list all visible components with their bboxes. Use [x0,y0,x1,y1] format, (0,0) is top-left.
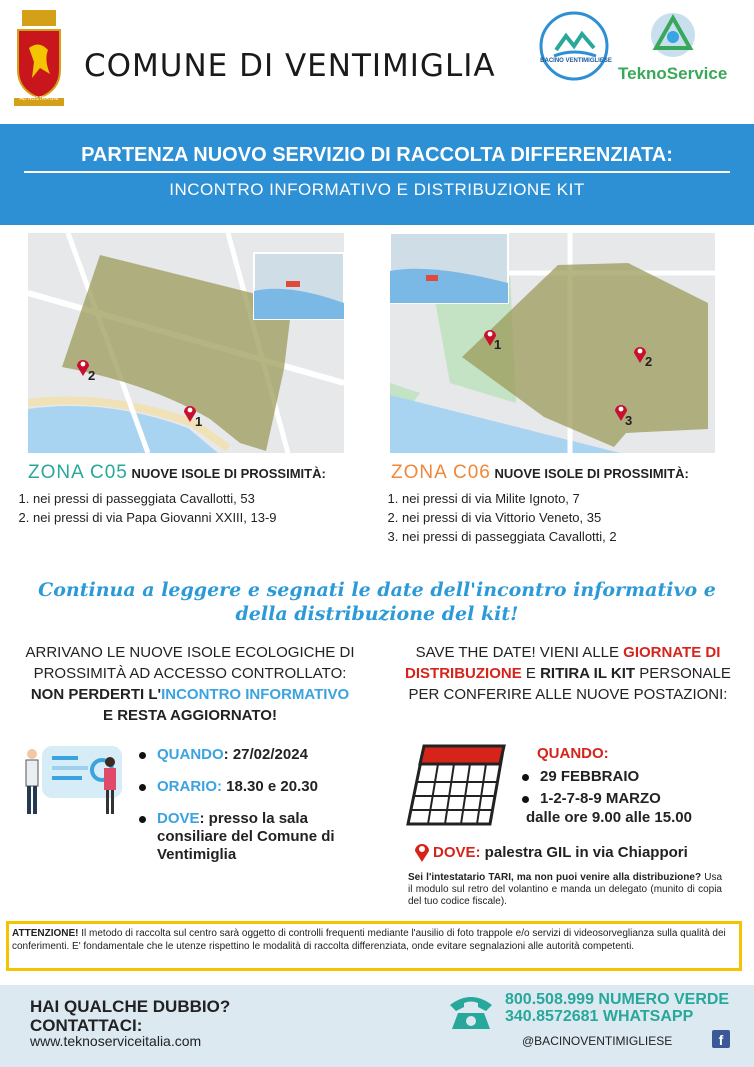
distribution-when-label: QUANDO: [537,745,609,762]
delegate-note [408,872,722,908]
meeting-intro-line-2: PROSSIMITÀ AD ACCESSO CONTROLLATO: [33,665,347,682]
list-item: 3. nei pressi di passeggiata Cavallotti, 2 [402,527,752,546]
zone-c05-list [1,489,373,527]
meeting-where-value: : presso la sala consiliare del Comune di Ventimiglia [157,810,335,863]
toll-free-number[interactable]: 800.508.999 NUMERO VERDE [505,991,730,1008]
map-marker-label: 1 [195,414,203,429]
distribution-dates [520,768,740,812]
whatsapp-number[interactable]: 340.8572681 WHATSAPP [505,1008,694,1025]
distribution-intro-text: E [521,665,541,682]
list-item: 1. nei pressi di via Milite Ignoto, 7 [402,489,752,508]
map-zone-c06 [390,233,715,453]
facebook-icon[interactable]: f [712,1030,730,1048]
meeting-intro-text: NON PERDERTI L' [30,686,162,703]
presentation-illustration [18,740,130,820]
phone-icon [446,991,496,1036]
meeting-details [137,746,367,878]
map-marker-label: 2 [645,354,653,369]
list-item: 2. nei pressi di via Papa Giovanni XXIII, 13-9 [33,508,373,527]
zone-c06-heading [391,462,689,484]
distribution-date: 1-2-7-8-9 MARZO [520,790,740,808]
meeting-where-label: DOVE [157,810,200,827]
attention-box [6,921,742,971]
reminder-line-1: Continua a leggere e segnati le date dell'incontro informativo e [38,579,716,601]
zone-c06-list [370,489,752,546]
list-item: 1. nei pressi di passeggiata Cavallotti, 53 [33,489,373,508]
map-marker-label: 2 [88,368,96,383]
website-link[interactable]: www.teknoserviceitalia.com [30,1033,202,1049]
map-marker-label: 3 [625,413,633,428]
distribution-intro-text: SAVE THE DATE! VIENI ALLE [415,644,624,661]
map-marker-label: 1 [494,337,502,352]
footer [0,985,754,1067]
list-item: 2. nei pressi di via Vittorio Veneto, 35 [402,508,752,527]
zone-c06-label: NUOVE ISOLE DI PROSSIMITÀ: [494,466,689,481]
meeting-when [137,746,367,764]
meeting-intro-line-3 [10,684,370,705]
meeting-highlight: INCONTRO INFORMATIVO [161,686,350,703]
distribution-intro [388,642,748,705]
banner-subtitle: INCONTRO INFORMATIVO E DISTRIBUZIONE KIT [169,180,585,199]
contact-question: HAI QUALCHE DUBBIO? [30,997,231,1016]
location-pin-icon [414,842,430,867]
meeting-time-label: ORARIO: [157,778,222,795]
zone-c05-label: NUOVE ISOLE DI PROSSIMITÀ: [131,466,326,481]
zone-c05-heading [28,462,326,484]
header-banner [0,124,754,225]
teknoservice-logo [648,10,698,60]
distribution-where-value: palestra GIL in via Chiappori [480,844,688,861]
distribution-intro-text: PERSONALE [635,665,731,682]
distribution-hours: dalle ore 9.00 alle 15.00 [526,809,692,826]
teknoservice-logo-text: TeknoService [618,64,728,83]
bacino-logo-text: BACINO VENTIMIGLIESE [540,58,612,64]
kit-highlight: RITIRA IL KIT [540,665,636,682]
delegate-note-bold: Sei l'intestatario TARI, ma non puoi venire alla distribuzione? [408,872,702,883]
page-title: COMUNE DI VENTIMIGLIA [84,48,496,84]
meeting-time-value: 18.30 e 20.30 [222,778,318,795]
distribution-highlight: GIORNATE DI [623,644,721,661]
distribution-intro-line-3: PER CONFERIRE ALLE NUOVE POSTAZIONI: [408,686,728,703]
reminder-text [0,578,754,626]
crest-motto: AD NOSTRA UNI [19,96,59,102]
distribution-intro-line-1 [388,642,748,663]
meeting-when-label: QUANDO [157,746,224,763]
zone-c05-code: ZONA C05 [28,462,128,483]
attention-label: ATTENZIONE! [12,928,79,939]
meeting-intro [10,642,370,726]
banner-underline [24,171,730,173]
distribution-date: 29 FEBBRAIO [520,768,740,786]
meeting-time [137,778,367,796]
calendar-icon [398,742,508,828]
distribution-intro-line-2 [388,663,748,684]
attention-text: Il metodo di raccolta sul centro sarà oggetto di controlli frequenti mediante l'ausilio di foto trappole e/o servizi di videosorveglianza sulla qualità dei conferimenti. E' fondamentale che le utenze rispettino le modalità di raccolta differenziata, onde evitare segnalazioni alle autorità competenti. [12,928,726,952]
meeting-intro-line-1: ARRIVANO LE NUOVE ISOLE ECOLOGICHE DI [25,644,355,661]
social-handle[interactable]: @BACINOVENTIMIGLIESE [522,1034,673,1048]
meeting-when-value: : 27/02/2024 [223,746,308,763]
meeting-intro-line-4: E RESTA AGGIORNATO! [103,707,277,724]
banner-title: PARTENZA NUOVO SERVIZIO DI RACCOLTA DIFFERENZIATA: [81,144,673,166]
zone-c06-code: ZONA C06 [391,462,491,483]
delegate-note-text: Usa il modulo sul retro del volantino e manda un delegato (munito di copia del tuo codice fiscale). [408,872,723,907]
contact-label: CONTATTACI: [30,1016,143,1035]
distribution-where [433,844,688,861]
meeting-where [137,810,367,864]
city-crest [12,10,66,106]
distribution-highlight: DISTRIBUZIONE [405,665,522,682]
bacino-logo [538,10,610,82]
distribution-where-label: DOVE: [433,844,481,861]
reminder-line-2: della distribuzione del kit! [235,603,519,625]
